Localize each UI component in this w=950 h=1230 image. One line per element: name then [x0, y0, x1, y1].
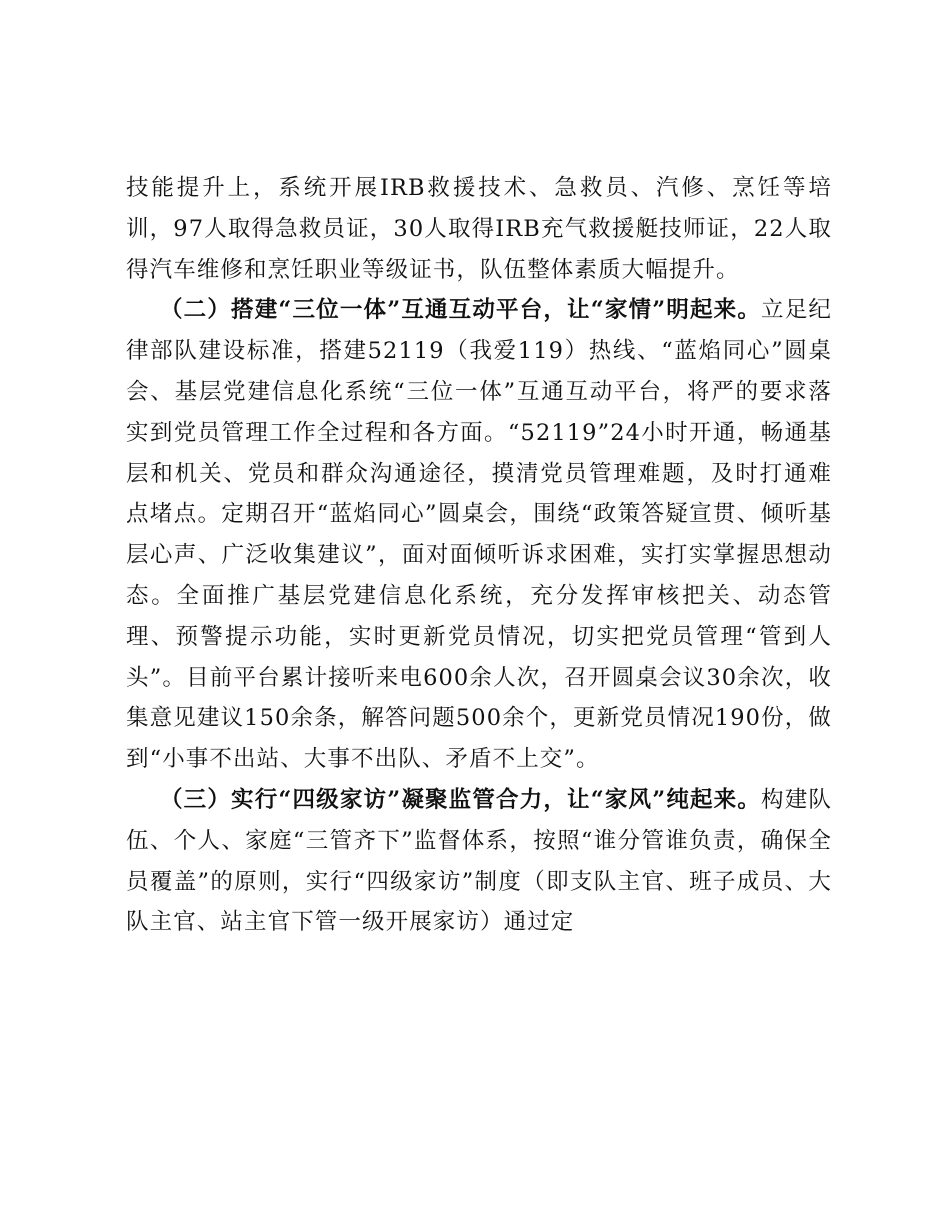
paragraph-home-visits-text: 构建队伍、个人、家庭“三管齐下”监督体系，按照“谁分管谁负责，确保全员覆盖”的原则，实行“四级家访”制度（即支队主官、班子成员、大队主官、站主官下管一级开展家访）通过定 — [126, 786, 833, 936]
document-body — [126, 168, 832, 943]
paragraph-skills-text: 技能提升上，系统开展IRB救援技术、急救员、汽修、烹饪等培训，97人取得急救员证，30人取得IRB充气救援艇技师证，22人取得汽车维修和烹饪职业等级证书，队伍整体素质大幅提升。 — [126, 175, 832, 283]
paragraph-skills — [126, 168, 832, 290]
section-heading-platform: （二）搭建“三位一体”互通互动平台，让“家情”明起来。 — [160, 297, 762, 324]
paragraph-platform-text: 立足纪律部队建设标准，搭建52119（我爱119）热线、“蓝焰同心”圆桌会、基层党建信息化系统“三位一体”互通互动平台，将严的要求落实到党员管理工作全过程和各方面。“52119”24小时开通，畅通基层和机关、党员和群众沟通途径，摸清党员管理难题，及时打通难点堵点。定期召开“蓝焰同心”圆桌会，围绕“政策答疑宣贯、倾听基层心声、广泛收集建议”，面对面倾听诉求困难，实打实掌握思想动态。全面推广基层党建信息化系统，充分发挥审核把关、动态管理、预警提示功能，实时更新党员情况，切实把党员管理“管到人头”。目前平台累计接听来电600余人次，召开圆桌会议30余次，收集意见建议150余条，解答问题500余个，更新党员情况190份，做到“小事不出站、大事不出队、矛盾不上交”。 — [126, 297, 833, 773]
paragraph-home-visits — [126, 780, 832, 943]
paragraph-platform — [126, 290, 832, 780]
section-heading-home-visits: （三）实行“四级家访”凝聚监管合力，让“家风”纯起来。 — [160, 786, 762, 813]
